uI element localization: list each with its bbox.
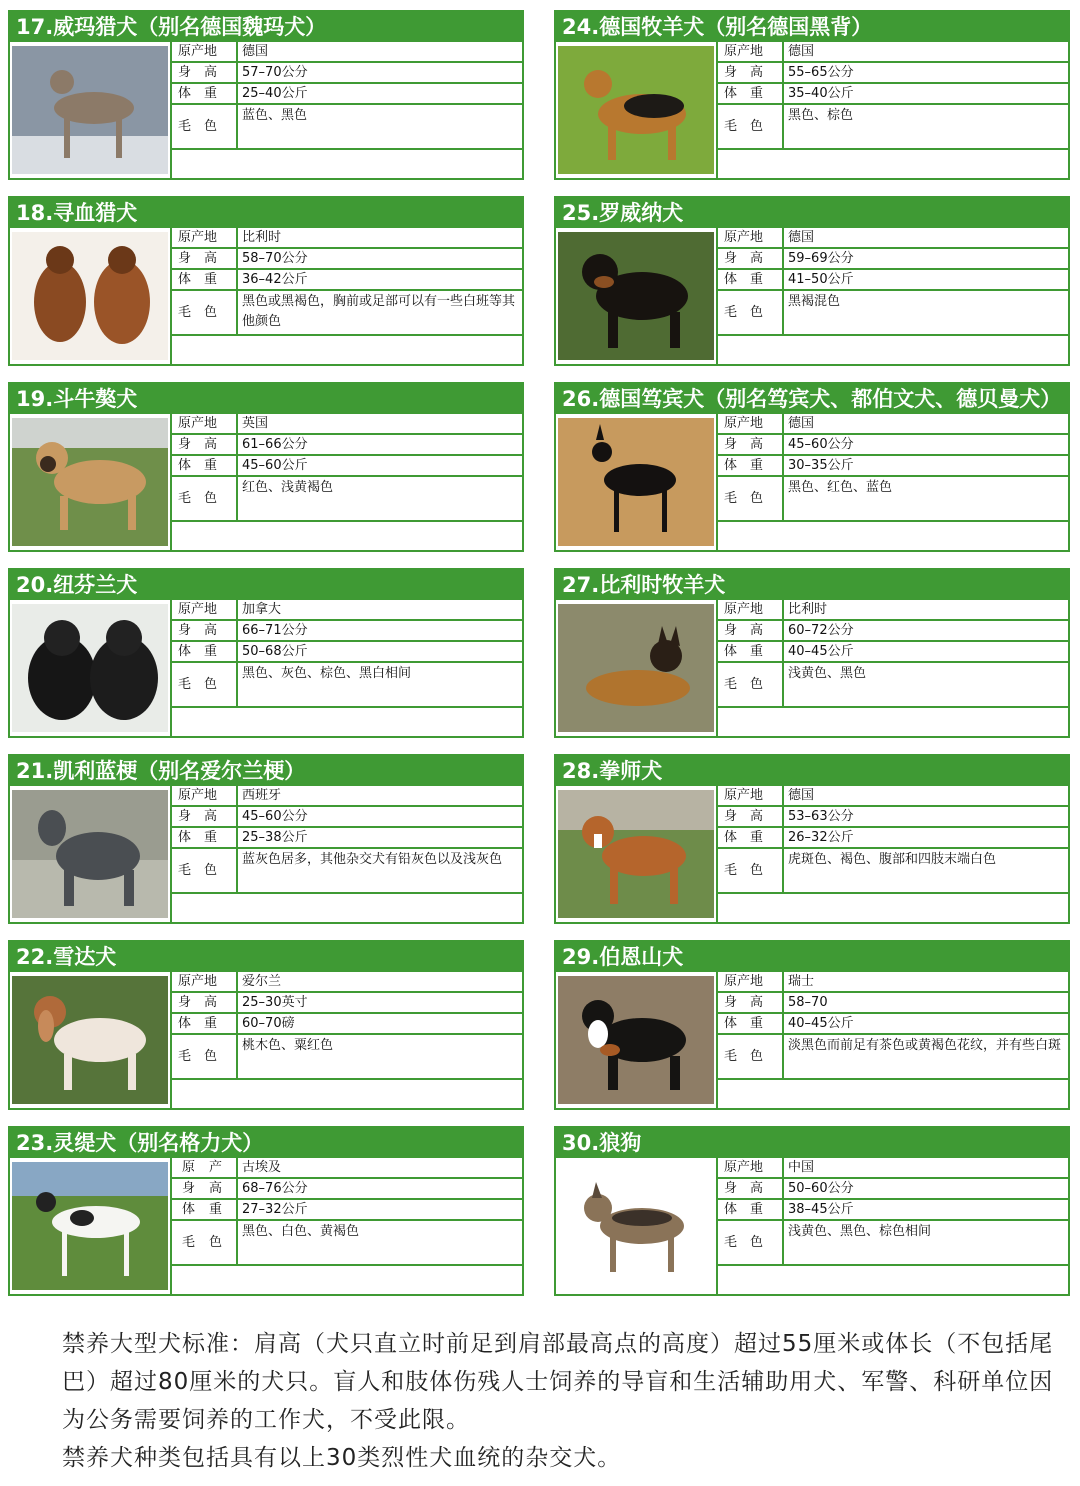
label-color: 毛 色 bbox=[718, 1221, 784, 1266]
value-origin: 德国 bbox=[784, 42, 1068, 63]
label-height: 身 高 bbox=[172, 63, 238, 84]
dog-card-title: 20.纽芬兰犬 bbox=[10, 570, 522, 600]
label-weight: 体 重 bbox=[172, 270, 238, 291]
blank-row bbox=[718, 150, 1068, 178]
label-height: 身 高 bbox=[172, 993, 238, 1014]
dog-card-title: 21.凯利蓝梗（别名爱尔兰梗） bbox=[10, 756, 522, 786]
blank-row bbox=[172, 150, 522, 178]
dog-photo-greyhound bbox=[12, 1162, 168, 1290]
label-origin: 原产地 bbox=[172, 228, 238, 249]
value-weight: 35–40公斤 bbox=[784, 84, 1068, 105]
dog-photo-boxer bbox=[558, 790, 714, 918]
dog-card-20 bbox=[8, 568, 524, 738]
dog-photo-bloodhound bbox=[12, 232, 168, 360]
label-origin: 原产地 bbox=[718, 600, 784, 621]
label-height: 身 高 bbox=[718, 249, 784, 270]
label-color: 毛 色 bbox=[718, 477, 784, 522]
label-color: 毛 色 bbox=[172, 105, 238, 150]
label-color: 毛 色 bbox=[718, 849, 784, 894]
dog-card-title: 19.斗牛獒犬 bbox=[10, 384, 522, 414]
value-origin: 德国 bbox=[238, 42, 522, 63]
label-weight: 体 重 bbox=[718, 1014, 784, 1035]
value-origin: 德国 bbox=[784, 786, 1068, 807]
blank-row bbox=[172, 708, 522, 736]
dog-card-title: 25.罗威纳犬 bbox=[556, 198, 1068, 228]
value-origin: 德国 bbox=[784, 414, 1068, 435]
label-weight: 体 重 bbox=[718, 270, 784, 291]
value-color: 黑色、棕色 bbox=[784, 105, 1068, 150]
value-weight: 40–45公斤 bbox=[784, 1014, 1068, 1035]
blank-row bbox=[172, 522, 522, 550]
blank-row bbox=[718, 522, 1068, 550]
label-weight: 体 重 bbox=[172, 456, 238, 477]
dog-card-27 bbox=[554, 568, 1070, 738]
label-origin: 原产 bbox=[172, 1158, 238, 1179]
footer-standard-text: 禁养大型犬标准：肩高（犬只直立时前足到肩部最高点的高度）超过55厘米或体长（不包括尾巴）超过80厘米的犬只。盲人和肢体伤残人士饲养的导盲和生活辅助用犬、军警、科研单位因为公务需要饲养的工作犬，不受此限。 bbox=[62, 1331, 1054, 1433]
value-weight: 40–45公斤 bbox=[784, 642, 1068, 663]
value-origin: 西班牙 bbox=[238, 786, 522, 807]
dog-card-21 bbox=[8, 754, 524, 924]
value-height: 60–72公分 bbox=[784, 621, 1068, 642]
value-height: 59–69公分 bbox=[784, 249, 1068, 270]
dog-photo-belgian-shepherd bbox=[558, 604, 714, 732]
label-weight: 体 重 bbox=[172, 1014, 238, 1035]
value-origin: 比利时 bbox=[784, 600, 1068, 621]
value-weight: 60–70磅 bbox=[238, 1014, 522, 1035]
label-color: 毛 色 bbox=[172, 477, 238, 522]
dog-card-22 bbox=[8, 940, 524, 1110]
dog-card-title: 27.比利时牧羊犬 bbox=[556, 570, 1068, 600]
dog-card-title: 22.雪达犬 bbox=[10, 942, 522, 972]
dog-photo-weimaraner bbox=[12, 46, 168, 174]
dog-card-28 bbox=[554, 754, 1070, 924]
value-weight: 30–35公斤 bbox=[784, 456, 1068, 477]
dog-card-title: 29.伯恩山犬 bbox=[556, 942, 1068, 972]
label-color: 毛 色 bbox=[172, 291, 238, 336]
label-color: 毛色 bbox=[172, 1221, 238, 1266]
label-origin: 原产地 bbox=[718, 972, 784, 993]
value-height: 57–70公分 bbox=[238, 63, 522, 84]
value-height: 45–60公分 bbox=[238, 807, 522, 828]
value-color: 蓝灰色居多，其他杂交犬有铅灰色以及浅灰色 bbox=[238, 849, 522, 894]
value-origin: 德国 bbox=[784, 228, 1068, 249]
dog-card-26 bbox=[554, 382, 1070, 552]
value-origin: 爱尔兰 bbox=[238, 972, 522, 993]
value-origin: 古埃及 bbox=[238, 1158, 522, 1179]
value-height: 58–70公分 bbox=[238, 249, 522, 270]
blank-row bbox=[172, 894, 522, 922]
label-origin: 原产地 bbox=[718, 228, 784, 249]
label-weight: 体 重 bbox=[172, 828, 238, 849]
label-color: 毛 色 bbox=[718, 1035, 784, 1080]
dog-card-25 bbox=[554, 196, 1070, 366]
label-height: 身 高 bbox=[718, 993, 784, 1014]
value-height: 68–76公分 bbox=[238, 1179, 522, 1200]
dog-card-title: 28.拳师犬 bbox=[556, 756, 1068, 786]
label-color: 毛 色 bbox=[718, 663, 784, 708]
label-height: 身 高 bbox=[718, 435, 784, 456]
dog-card-title: 23.灵缇犬（别名格力犬） bbox=[10, 1128, 522, 1158]
value-color: 黑色或黑褐色，胸前或足部可以有一些白班等其他颜色 bbox=[238, 291, 522, 336]
value-origin: 中国 bbox=[784, 1158, 1068, 1179]
label-weight: 体 重 bbox=[172, 642, 238, 663]
label-height: 身 高 bbox=[172, 249, 238, 270]
label-weight: 体重 bbox=[172, 1200, 238, 1221]
label-height: 身 高 bbox=[718, 1179, 784, 1200]
blank-row bbox=[718, 336, 1068, 364]
value-color: 淡黑色而前足有茶色或黄褐色花纹，并有些白斑 bbox=[784, 1035, 1068, 1080]
dog-photo-kerry-blue-terrier bbox=[12, 790, 168, 918]
label-origin: 原产地 bbox=[718, 1158, 784, 1179]
dog-card-30 bbox=[554, 1126, 1070, 1296]
dog-card-18 bbox=[8, 196, 524, 366]
blank-row bbox=[172, 336, 522, 364]
label-height: 身高 bbox=[172, 1179, 238, 1200]
footer-hybrid-text: 禁养犬种类包括具有以上30类烈性犬血统的杂交犬。 bbox=[62, 1445, 622, 1471]
value-origin: 比利时 bbox=[238, 228, 522, 249]
label-color: 毛 色 bbox=[172, 1035, 238, 1080]
value-color: 蓝色、黑色 bbox=[238, 105, 522, 150]
value-height: 53–63公分 bbox=[784, 807, 1068, 828]
label-weight: 体 重 bbox=[718, 642, 784, 663]
blank-row bbox=[718, 1266, 1068, 1294]
value-height: 45–60公分 bbox=[784, 435, 1068, 456]
label-weight: 体 重 bbox=[718, 84, 784, 105]
blank-row bbox=[718, 1080, 1068, 1108]
value-height: 55–65公分 bbox=[784, 63, 1068, 84]
value-color: 黑褐混色 bbox=[784, 291, 1068, 336]
label-color: 毛 色 bbox=[172, 663, 238, 708]
value-color: 浅黄色、黑色、棕色相间 bbox=[784, 1221, 1068, 1266]
dog-photo-setter bbox=[12, 976, 168, 1104]
dog-photo-doberman bbox=[558, 418, 714, 546]
dog-card-title: 30.狼狗 bbox=[556, 1128, 1068, 1158]
blank-row bbox=[172, 1266, 522, 1294]
value-origin: 英国 bbox=[238, 414, 522, 435]
value-weight: 25–38公斤 bbox=[238, 828, 522, 849]
dog-card-title: 18.寻血猎犬 bbox=[10, 198, 522, 228]
dog-photo-german-shepherd bbox=[558, 46, 714, 174]
value-height: 66–71公分 bbox=[238, 621, 522, 642]
value-weight: 27–32公斤 bbox=[238, 1200, 522, 1221]
dog-card-title: 26.德国笃宾犬（别名笃宾犬、都伯文犬、德贝曼犬） bbox=[556, 384, 1068, 414]
label-origin: 原产地 bbox=[172, 600, 238, 621]
label-origin: 原产地 bbox=[718, 414, 784, 435]
blank-row bbox=[718, 708, 1068, 736]
value-color: 虎斑色、褐色、腹部和四肢末端白色 bbox=[784, 849, 1068, 894]
label-origin: 原产地 bbox=[172, 42, 238, 63]
value-weight: 41–50公斤 bbox=[784, 270, 1068, 291]
value-color: 桃木色、粟红色 bbox=[238, 1035, 522, 1080]
footer-note bbox=[12, 1325, 1072, 1477]
dog-card-title: 17.威玛猎犬（别名德国魏玛犬） bbox=[10, 12, 522, 42]
dog-photo-bullmastiff bbox=[12, 418, 168, 546]
label-origin: 原产地 bbox=[172, 972, 238, 993]
dog-photo-bernese-mountain-dog bbox=[558, 976, 714, 1104]
dog-card-29 bbox=[554, 940, 1070, 1110]
value-height: 58–70 bbox=[784, 993, 1068, 1014]
value-origin: 加拿大 bbox=[238, 600, 522, 621]
value-color: 黑色、红色、蓝色 bbox=[784, 477, 1068, 522]
label-color: 毛 色 bbox=[718, 105, 784, 150]
label-origin: 原产地 bbox=[172, 786, 238, 807]
label-weight: 体 重 bbox=[718, 1200, 784, 1221]
dog-photo-wolfdog bbox=[558, 1162, 714, 1290]
dog-card-24 bbox=[554, 10, 1070, 180]
value-color: 红色、浅黄褐色 bbox=[238, 477, 522, 522]
dog-card-19 bbox=[8, 382, 524, 552]
value-weight: 25–40公斤 bbox=[238, 84, 522, 105]
label-origin: 原产地 bbox=[172, 414, 238, 435]
value-weight: 50–68公斤 bbox=[238, 642, 522, 663]
label-origin: 原产地 bbox=[718, 42, 784, 63]
value-height: 50–60公分 bbox=[784, 1179, 1068, 1200]
label-weight: 体 重 bbox=[172, 84, 238, 105]
label-height: 身 高 bbox=[172, 435, 238, 456]
label-height: 身 高 bbox=[718, 807, 784, 828]
label-weight: 体 重 bbox=[718, 828, 784, 849]
dog-card-title: 24.德国牧羊犬（别名德国黑背） bbox=[556, 12, 1068, 42]
value-height: 25–30英寸 bbox=[238, 993, 522, 1014]
dog-photo-rottweiler bbox=[558, 232, 714, 360]
label-height: 身 高 bbox=[172, 621, 238, 642]
label-color: 毛 色 bbox=[172, 849, 238, 894]
label-origin: 原产地 bbox=[718, 786, 784, 807]
value-weight: 38–45公斤 bbox=[784, 1200, 1068, 1221]
label-height: 身 高 bbox=[718, 63, 784, 84]
dog-photo-newfoundland bbox=[12, 604, 168, 732]
dog-card-17 bbox=[8, 10, 524, 180]
value-height: 61–66公分 bbox=[238, 435, 522, 456]
value-weight: 45–60公斤 bbox=[238, 456, 522, 477]
value-weight: 36–42公斤 bbox=[238, 270, 522, 291]
value-color: 黑色、白色、黄褐色 bbox=[238, 1221, 522, 1266]
label-weight: 体 重 bbox=[718, 456, 784, 477]
value-color: 黑色、灰色、棕色、黑白相间 bbox=[238, 663, 522, 708]
dog-card-23 bbox=[8, 1126, 524, 1296]
blank-row bbox=[718, 894, 1068, 922]
label-color: 毛 色 bbox=[718, 291, 784, 336]
value-weight: 26–32公斤 bbox=[784, 828, 1068, 849]
blank-row bbox=[172, 1080, 522, 1108]
label-height: 身 高 bbox=[718, 621, 784, 642]
value-color: 浅黄色、黑色 bbox=[784, 663, 1068, 708]
value-origin: 瑞士 bbox=[784, 972, 1068, 993]
label-height: 身 高 bbox=[172, 807, 238, 828]
